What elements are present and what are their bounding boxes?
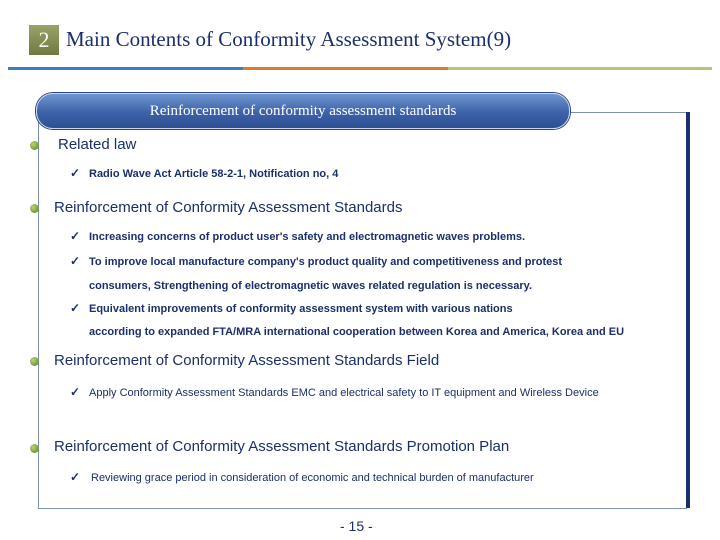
section-heading-promotion-plan: Reinforcement of Conformity Assessment Standards Promotion Plan — [54, 438, 510, 455]
section-number-badge: 2 — [29, 25, 59, 55]
bullet-icon — [30, 204, 39, 213]
list-item: Apply Conformity Assessment Standards EMC and electrical safety to IT equipment and Wireless Device — [89, 387, 599, 399]
list-item: Reviewing grace period in consideration of economic and technical burden of manufacturer — [91, 472, 534, 484]
title-underline-blue — [8, 67, 243, 70]
section-heading-related-law: Related law — [58, 136, 137, 153]
check-icon: ✓ — [70, 301, 81, 315]
bullet-icon — [30, 444, 39, 453]
list-item: To improve local manufacture company's product quality and competitiveness and protest — [89, 256, 563, 268]
title-underline-orange — [243, 67, 448, 70]
page-title: Main Contents of Conformity Assessment System(9) — [66, 27, 512, 51]
check-icon: ✓ — [70, 470, 81, 484]
check-icon: ✓ — [70, 166, 81, 180]
check-icon: ✓ — [70, 254, 81, 268]
bullet-icon — [30, 141, 39, 150]
section-banner: Reinforcement of conformity assessment standards — [36, 93, 570, 129]
bullet-icon — [30, 357, 39, 366]
page-number: - 15 - — [340, 518, 373, 534]
check-icon: ✓ — [70, 385, 81, 399]
content-frame-right-bar — [686, 112, 690, 508]
list-item: Radio Wave Act Article 58-2-1, Notification no, 4 — [89, 168, 339, 180]
list-item: Increasing concerns of product user's safety and electromagnetic waves problems. — [89, 231, 526, 243]
list-item-continuation: according to expanded FTA/MRA international cooperation between Korea and America, Korea and EU — [89, 326, 625, 338]
list-item: Equivalent improvements of conformity assessment system with various nations — [89, 303, 513, 315]
title-underline-olive — [448, 67, 712, 70]
section-heading-standards: Reinforcement of Conformity Assessment Standards — [54, 199, 403, 216]
section-heading-standards-field: Reinforcement of Conformity Assessment Standards Field — [54, 352, 440, 369]
list-item-continuation: consumers, Strengthening of electromagnetic waves related regulation is necessary. — [89, 280, 532, 292]
check-icon: ✓ — [70, 229, 81, 243]
